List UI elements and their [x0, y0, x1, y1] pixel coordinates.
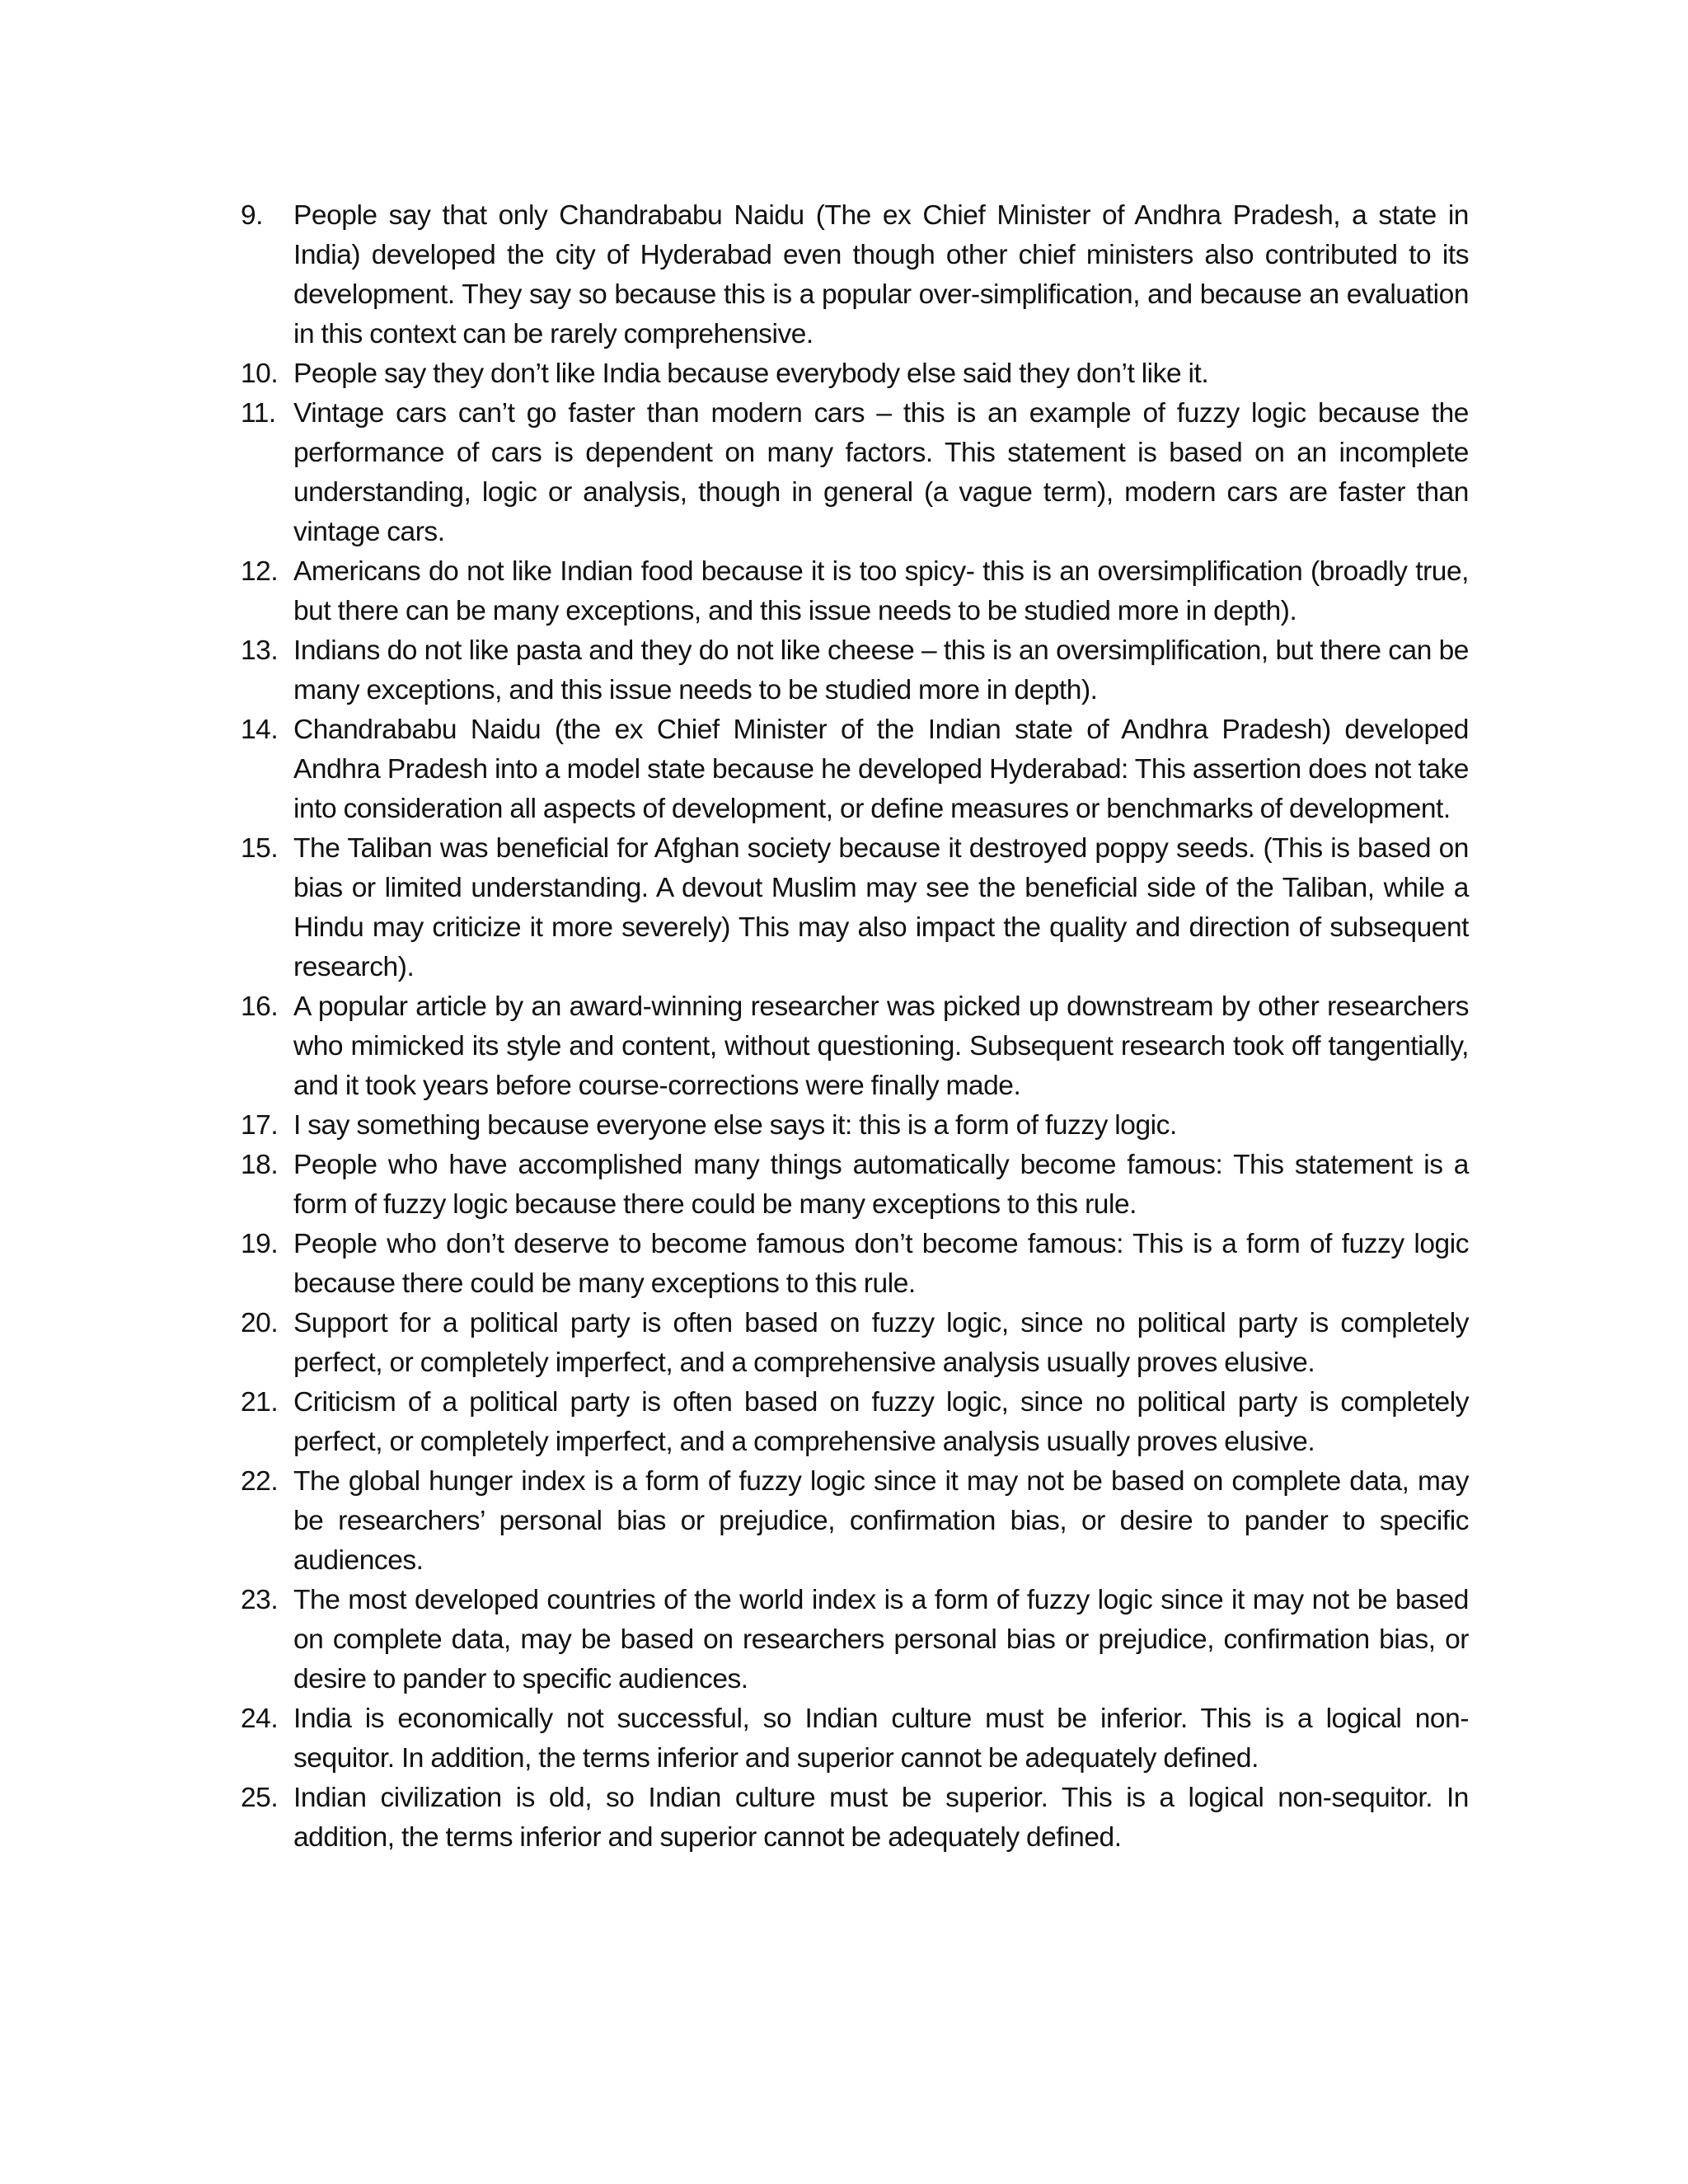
item-text: Support for a political party is often based on fuzzy logic, since no political party is completely perfect, or completely imperfect, and a comprehensive analysis usually proves elusive. — [293, 1308, 1469, 1378]
item-text: People say they don’t like India because everybody else said they don’t like it. — [293, 359, 1209, 389]
item-text: The global hunger index is a form of fuzzy logic since it may not be based on complete data, may be researchers’ personal bias or prejudice, confirmation bias, or desire to pander to specific audiences. — [293, 1466, 1469, 1576]
list-item — [241, 552, 1469, 631]
list-item — [241, 394, 1469, 552]
list-item — [241, 1383, 1469, 1462]
item-number: 11. — [241, 398, 276, 429]
item-text: The Taliban was beneficial for Afghan society because it destroyed poppy seeds. (This is based on bias or limited understanding. A devout Muslim may see the beneficial side of the Taliban, while a Hindu may criticize it more severely) This may also impact the quality and direction of subsequent research). — [293, 833, 1469, 982]
list-item — [241, 1106, 1469, 1146]
item-number: 13. — [241, 635, 279, 666]
list-item — [241, 1462, 1469, 1581]
item-text: Americans do not like Indian food because it is too spicy- this is an oversimplification (broadly true, but there can be many exceptions, and this issue needs to be studied more in depth). — [293, 556, 1469, 626]
item-text: Chandrababu Naidu (the ex Chief Minister of the Indian state of Andhra Pradesh) developed Andhra Pradesh into a model state because he developed Hyderabad: This assertion does not take into consideration all aspects of development, or define measures or benchmarks of development. — [293, 715, 1469, 824]
item-text: Indian civilization is old, so Indian culture must be superior. This is a logical non-sequitor. In addition, the terms inferior and superior cannot be adequately defined. — [293, 1783, 1469, 1853]
item-number: 18. — [241, 1150, 279, 1180]
item-text: India is economically not successful, so Indian culture must be inferior. This is a logical non-sequitor. In addition, the terms inferior and superior cannot be adequately defined. — [293, 1704, 1469, 1774]
list-item — [241, 196, 1469, 354]
item-number: 9. — [241, 200, 264, 231]
list-item — [241, 1146, 1469, 1225]
item-text: A popular article by an award-winning researcher was picked up downstream by other researchers who mimicked its style and content, without questioning. Subsequent research took off tangentially, and it took years before course-corrections were finally made. — [293, 991, 1469, 1101]
list-item — [241, 710, 1469, 829]
list-item — [241, 829, 1469, 987]
list-item — [241, 987, 1469, 1106]
item-number: 24. — [241, 1704, 279, 1734]
item-number: 17. — [241, 1110, 279, 1141]
list-item — [241, 1581, 1469, 1699]
item-number: 23. — [241, 1585, 279, 1615]
numbered-list — [241, 196, 1469, 1858]
item-text: People who have accomplished many things automatically become famous: This statement is a form of fuzzy logic because there could be many exceptions to this rule. — [293, 1150, 1469, 1220]
item-text: I say something because everyone else says it: this is a form of fuzzy logic. — [293, 1110, 1177, 1141]
item-number: 15. — [241, 833, 279, 864]
item-text: Indians do not like pasta and they do not like cheese – this is an oversimplification, but there can be many exceptions, and this issue needs to be studied more in depth). — [293, 635, 1469, 705]
item-number: 10. — [241, 359, 279, 389]
list-item — [241, 631, 1469, 710]
item-text: Vintage cars can’t go faster than modern cars – this is an example of fuzzy logic because the performance of cars is dependent on many factors. This statement is based on an incomplete understanding, logic or analysis, though in general (a vague term), modern cars are faster than vintage cars. — [293, 398, 1469, 547]
list-item — [241, 1225, 1469, 1304]
item-number: 20. — [241, 1308, 279, 1338]
item-text: People who don’t deserve to become famous don’t become famous: This is a form of fuzzy logic because there could be many exceptions to this rule. — [293, 1229, 1469, 1299]
item-text: People say that only Chandrababu Naidu (The ex Chief Minister of Andhra Pradesh, a state in India) developed the city of Hyderabad even though other chief ministers also contributed to its development. They say so because this is a popular over-simplification, and because an evaluation in this context can be rarely comprehensive. — [293, 200, 1469, 349]
item-number: 25. — [241, 1783, 279, 1813]
item-text: Criticism of a political party is often based on fuzzy logic, since no political party is completely perfect, or completely imperfect, and a comprehensive analysis usually proves elusive. — [293, 1387, 1469, 1457]
item-text: The most developed countries of the world index is a form of fuzzy logic since it may not be based on complete data, may be based on researchers personal bias or prejudice, confirmation bias, or desire to pander to specific audiences. — [293, 1585, 1469, 1694]
item-number: 14. — [241, 715, 279, 745]
list-item — [241, 1779, 1469, 1858]
item-number: 22. — [241, 1466, 279, 1497]
list-item — [241, 1304, 1469, 1383]
list-item — [241, 354, 1469, 394]
item-number: 19. — [241, 1229, 279, 1259]
item-number: 16. — [241, 991, 279, 1022]
list-item — [241, 1699, 1469, 1779]
item-number: 21. — [241, 1387, 279, 1418]
item-number: 12. — [241, 556, 279, 587]
